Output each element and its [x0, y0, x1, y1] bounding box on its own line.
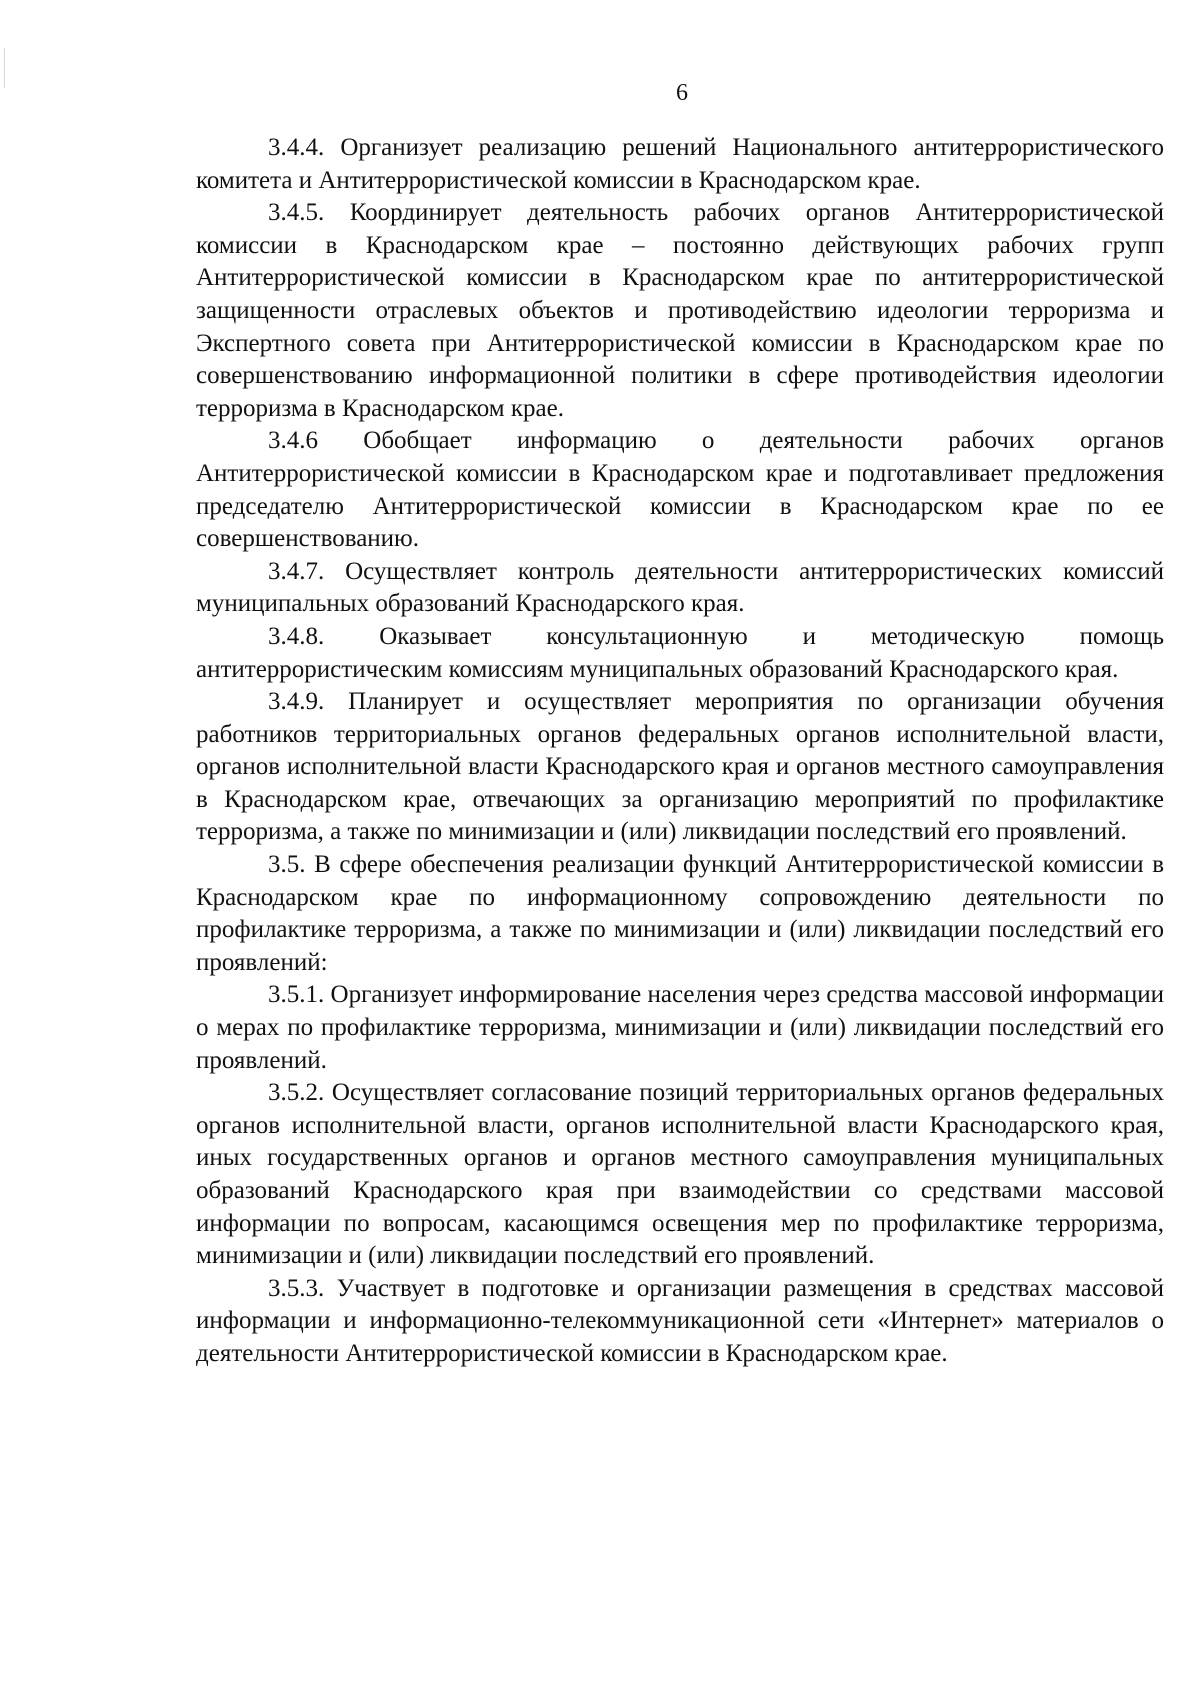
paragraph-3-5: 3.5. В сфере обеспечения реализации функций Антитеррористической комиссии в Краснодарском крае по информационному сопровождению деятельности по профилактике терроризма, а также по минимизации и (или) ликвидации последствий его проявлений: — [196, 851, 1164, 976]
document-body — [196, 132, 1164, 1371]
paragraph-3-4-8: 3.4.8. Оказывает консультационную и методическую помощь антитеррористическим комиссиям муниципальных образований Краснодарского края. — [196, 622, 1164, 683]
paragraph-3-5-2: 3.5.2. Осуществляет согласование позиций территориальных органов федеральных органов исполнительной власти, органов исполнительной власти Краснодарского края, иных государственных органов и органов местного самоуправления муниципальных образований Краснодарского края при взаимодействии со средствами массовой информации по вопросам, касающимся освещения мер по профилактике терроризма, минимизации и (или) ликвидации последствий его проявлений. — [196, 1079, 1164, 1270]
paragraph-3-4-9: 3.4.9. Планирует и осуществляет мероприятия по организации обучения работников территориальных органов федеральных органов исполнительной власти, органов исполнительной власти Краснодарского края и органов местного самоуправления в Краснодарском крае, отвечающих за организацию мероприятий по профилактике терроризма, а также по минимизации и (или) ликвидации последствий его проявлений. — [196, 688, 1164, 846]
scan-edge-mark — [4, 48, 5, 88]
paragraph-3-5-3: 3.5.3. Участвует в подготовке и организации размещения в средствах массовой информации и информационно-телекоммуникационной сети «Интернет» материалов о деятельности Антитеррористической комиссии в Краснодарском крае. — [196, 1274, 1164, 1367]
page-number: 6 — [676, 80, 688, 106]
paragraph-3-5-1: 3.5.1. Организует информирование населения через средства массовой информации о мерах по профилактике терроризма, минимизации и (или) ликвидации последствий его проявлений. — [196, 981, 1164, 1074]
paragraph-3-4-4: 3.4.4. Организует реализацию решений Национального антитеррористического комитета и Антитеррористической комиссии в Краснодарском крае. — [196, 134, 1164, 194]
paragraph-3-4-6: 3.4.6 Обобщает информацию о деятельности рабочих органов Антитеррористической комиссии в Краснодарском крае и подготавливает предложения председателю Антитеррористической комиссии в Краснодарском крае по ее совершенствованию. — [196, 427, 1164, 553]
paragraph-3-4-5: 3.4.5. Координирует деятельность рабочих органов Антитеррористической комиссии в Краснодарском крае – постоянно действующих рабочих групп Антитеррористической комиссии в Краснодарском крае по антитеррористической защищенности отраслевых объектов и противодействию идеологии терроризма и Экспертного совета при Антитеррористической комиссии в Краснодарском крае по совершенствованию информационной политики в сфере противодействия идеологии терроризма в Краснодарском крае. — [196, 199, 1164, 422]
paragraph-3-4-7: 3.4.7. Осуществляет контроль деятельности антитеррористических комиссий муниципальных образований Краснодарского края. — [196, 557, 1164, 618]
